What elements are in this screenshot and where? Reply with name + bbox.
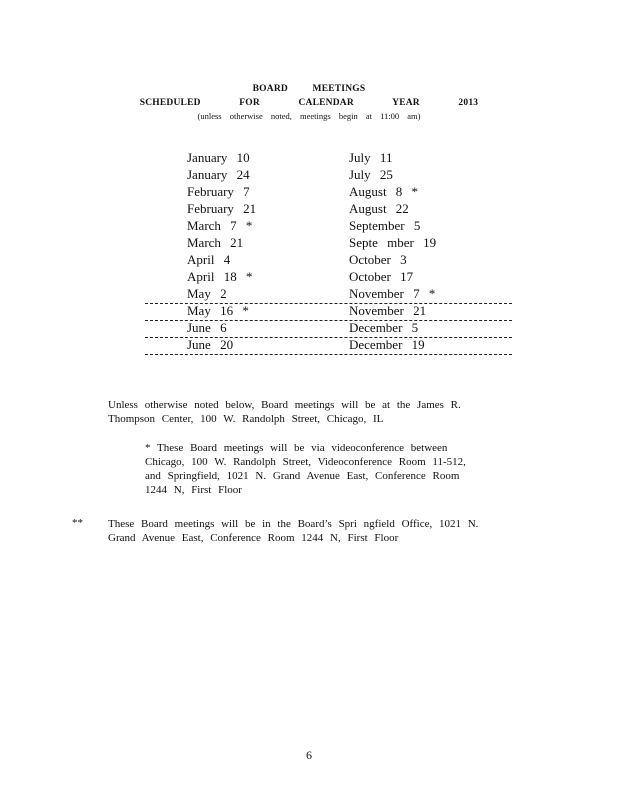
date-row — [145, 184, 512, 201]
date-left: April 4 — [187, 252, 231, 267]
date-left: March 7 * — [187, 218, 253, 233]
date-left: May 16 * — [187, 303, 249, 318]
date-left: February 21 — [187, 201, 257, 216]
date-right: September 5 — [349, 218, 421, 233]
date-row — [145, 252, 512, 269]
date-left: June 6 — [187, 320, 227, 335]
date-row — [145, 303, 512, 321]
date-left: March 21 — [187, 235, 244, 250]
date-right: December 5 — [349, 320, 419, 335]
videoconference-note: * These Board meetings will be via videoconference between Chicago, 100 W. Randolph Street, Videoconference Room 11-512, and Springfield, 1021 N. Grand Avenue East, Conference Room 1244 N, First Floor — [145, 442, 466, 496]
date-row — [145, 218, 512, 235]
date-right: November 21 — [349, 303, 427, 318]
date-right: October 3 — [349, 252, 407, 267]
date-row — [145, 320, 512, 338]
date-right: December 19 — [349, 337, 425, 352]
date-left: January 10 — [187, 150, 250, 165]
date-row — [145, 150, 512, 167]
date-row — [145, 337, 512, 355]
date-left: February 7 — [187, 184, 250, 199]
date-left: June 20 — [187, 337, 234, 352]
title-subnote: (unless otherwise noted, meetings begin at 11:00 am) — [197, 111, 421, 121]
springfield-note: These Board meetings will be in the Board’s Spri ngfield Office, 1021 N. Grand Avenue East, Conference Room 1244 N, First Floor — [108, 518, 479, 544]
date-left: January 24 — [187, 167, 250, 182]
date-right: August 22 — [349, 201, 409, 216]
date-row — [145, 201, 512, 218]
date-right: July 11 — [349, 150, 393, 165]
date-right: August 8 * — [349, 184, 419, 199]
double-asterisk-marker: ** — [72, 517, 83, 529]
title-line-1: BOARD MEETINGS — [252, 84, 366, 94]
date-right: October 17 — [349, 269, 414, 284]
date-left: May 2 — [187, 286, 227, 301]
date-row — [145, 286, 512, 304]
date-row — [145, 269, 512, 286]
date-row — [145, 167, 512, 184]
date-row — [145, 235, 512, 252]
location-note: Unless otherwise noted below, Board meetings will be at the James R. Thompson Center, 100 W. Randolph Street, Chicago, IL — [108, 399, 461, 425]
date-left: April 18 * — [187, 269, 253, 284]
title-line-2: SCHEDULED FOR CALENDAR YEAR 2013 — [139, 98, 479, 108]
page-number: 6 — [306, 748, 312, 762]
date-right: November 7 * — [349, 286, 436, 301]
date-right: Septe mber 19 — [349, 235, 437, 250]
date-right: July 25 — [349, 167, 393, 182]
